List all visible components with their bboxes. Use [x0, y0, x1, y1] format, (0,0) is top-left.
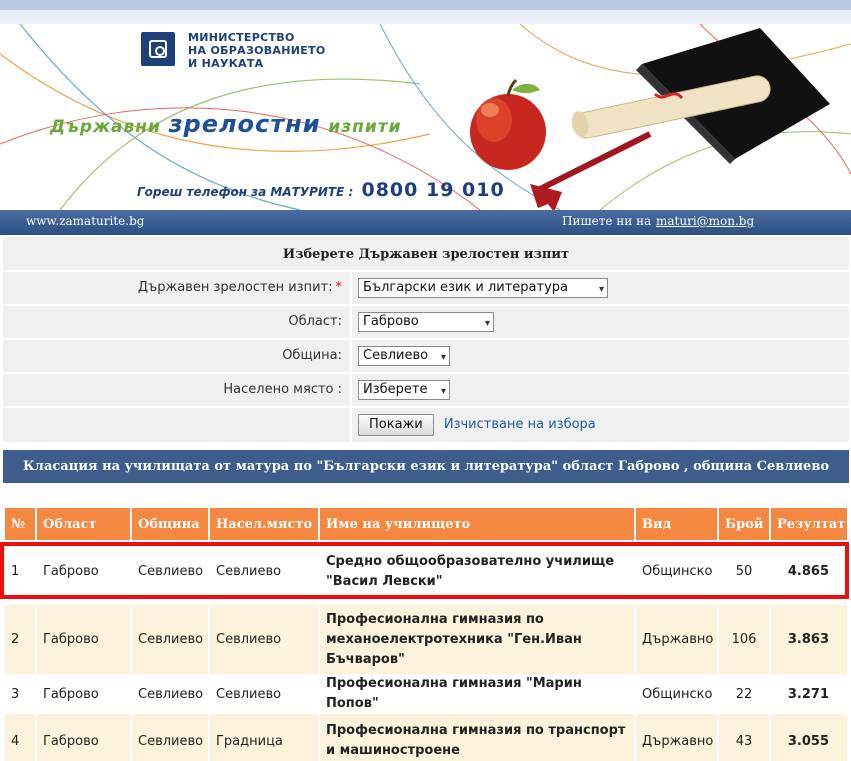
actions-row — [3, 408, 849, 444]
chevron-down-icon: ▾ — [440, 352, 446, 363]
title-word-2: зрелостни — [168, 110, 321, 138]
ministry-line-2: НА ОБРАЗОВАНИЕТО — [188, 44, 326, 57]
col-header-municipality: Община — [132, 508, 208, 540]
cell-type: Държавно — [636, 714, 717, 761]
nav-bar — [0, 210, 851, 235]
table-row[interactable] — [5, 674, 847, 714]
region-select[interactable] — [358, 312, 494, 332]
cell-number: 4 — [5, 714, 35, 761]
table-row[interactable] — [5, 544, 847, 599]
region-value-cell — [352, 306, 849, 338]
exam-label — [3, 272, 350, 304]
ministry-logo — [141, 32, 175, 66]
settlement-select-value: Изберете — [363, 382, 428, 397]
cell-school: Професионална гимназия "Марин Попов" — [320, 674, 634, 714]
cell-type: Общинско — [636, 674, 717, 714]
cell-school: Професионална гимназия по транспорт и машиностроене — [320, 714, 634, 761]
col-header-count: Брой — [719, 508, 769, 540]
region-select-value: Габрово — [363, 314, 419, 329]
exam-value-cell — [352, 272, 849, 304]
col-header-result: Резултат — [771, 508, 847, 540]
settlement-row — [3, 374, 849, 408]
cell-number: 1 — [5, 544, 35, 599]
exam-form — [3, 237, 849, 444]
cell-number: 3 — [5, 674, 35, 714]
cell-settlement: Севлиево — [210, 674, 318, 714]
col-header-region: Област — [37, 508, 130, 540]
table-row[interactable] — [5, 714, 847, 761]
cell-region: Габрово — [37, 674, 130, 714]
exam-title — [50, 110, 402, 138]
cell-result: 4.865 — [771, 544, 847, 599]
write-label: Пишете ни на — [562, 214, 652, 228]
region-row — [3, 306, 849, 340]
cell-type: Общинско — [636, 544, 717, 599]
chevron-down-icon: ▾ — [440, 386, 446, 397]
title-word-1: Държавни — [50, 117, 161, 137]
col-header-number: № — [5, 508, 35, 540]
municipality-select[interactable] — [358, 346, 450, 366]
municipality-select-value: Севлиево — [363, 348, 429, 363]
cell-count: 50 — [719, 544, 769, 599]
form-title: Изберете Държавен зрелостен изпит — [3, 237, 849, 272]
ministry-line-3: И НАУКАТА — [188, 57, 264, 70]
exam-label-text: Държавен зрелостен изпит: — [137, 280, 333, 295]
hotline — [137, 179, 505, 201]
hotline-label: Гореш телефон за МАТУРИТЕ : — [137, 185, 354, 199]
settlement-label: Населено място : — [3, 374, 350, 406]
exam-select[interactable] — [358, 278, 608, 298]
ministry-name — [188, 31, 326, 70]
table-header-row — [5, 508, 847, 540]
cell-result: 3.271 — [771, 674, 847, 714]
show-button[interactable]: Покажи — [358, 414, 434, 436]
cell-region: Габрово — [37, 605, 130, 674]
top-strip — [0, 0, 851, 24]
cell-count: 22 — [719, 674, 769, 714]
cell-settlement: Градница — [210, 714, 318, 761]
table-row[interactable] — [5, 605, 847, 674]
exam-select-value: Български език и литература — [363, 280, 568, 295]
cell-settlement: Севлиево — [210, 605, 318, 674]
col-header-settlement: Насел.място — [210, 508, 318, 540]
col-header-type: Вид — [636, 508, 717, 540]
ranking-title: Класация на училищата от матура по "Български език и литература" област Габрово , община Севлиево — [3, 450, 849, 483]
cell-school: Професионална гимназия по механоелектротехника "Ген.Иван Бъчваров" — [320, 605, 634, 674]
cell-school: Средно общообразователно училище "Васил Левски" — [320, 544, 634, 599]
settlement-value-cell — [352, 374, 849, 406]
exam-row — [3, 272, 849, 306]
cell-municipality: Севлиево — [132, 714, 208, 761]
cell-type: Държавно — [636, 605, 717, 674]
cell-result: 3.863 — [771, 605, 847, 674]
cell-settlement: Севлиево — [210, 544, 318, 599]
cell-region: Габрово — [37, 714, 130, 761]
required-mark: * — [335, 280, 342, 295]
municipality-row — [3, 340, 849, 374]
settlement-select[interactable] — [358, 380, 450, 400]
actions-cell — [352, 408, 849, 442]
actions-spacer — [3, 408, 350, 442]
municipality-value-cell — [352, 340, 849, 372]
ministry-line-1: МИНИСТЕРСТВО — [188, 31, 295, 44]
ranking-table — [3, 508, 849, 761]
cell-region: Габрово — [37, 544, 130, 599]
hotline-number: 0800 19 010 — [361, 179, 505, 201]
cell-municipality: Севлиево — [132, 674, 208, 714]
site-link[interactable]: www.zamaturite.bg — [26, 214, 145, 228]
clear-selection-link[interactable]: Изчистване на избора — [443, 417, 596, 432]
title-word-3: изпити — [328, 117, 402, 137]
cell-count: 106 — [719, 605, 769, 674]
cell-municipality: Севлиево — [132, 605, 208, 674]
region-label: Област: — [3, 306, 350, 338]
cell-municipality: Севлиево — [132, 544, 208, 599]
chevron-down-icon: ▾ — [598, 284, 604, 295]
header-banner — [0, 24, 851, 210]
email-link[interactable]: maturi@mon.bg — [656, 214, 755, 228]
municipality-label: Община: — [3, 340, 350, 372]
chevron-down-icon: ▾ — [484, 318, 490, 329]
col-header-school: Име на училището — [320, 508, 634, 540]
cell-number: 2 — [5, 605, 35, 674]
cell-result: 3.055 — [771, 714, 847, 761]
cell-count: 43 — [719, 714, 769, 761]
